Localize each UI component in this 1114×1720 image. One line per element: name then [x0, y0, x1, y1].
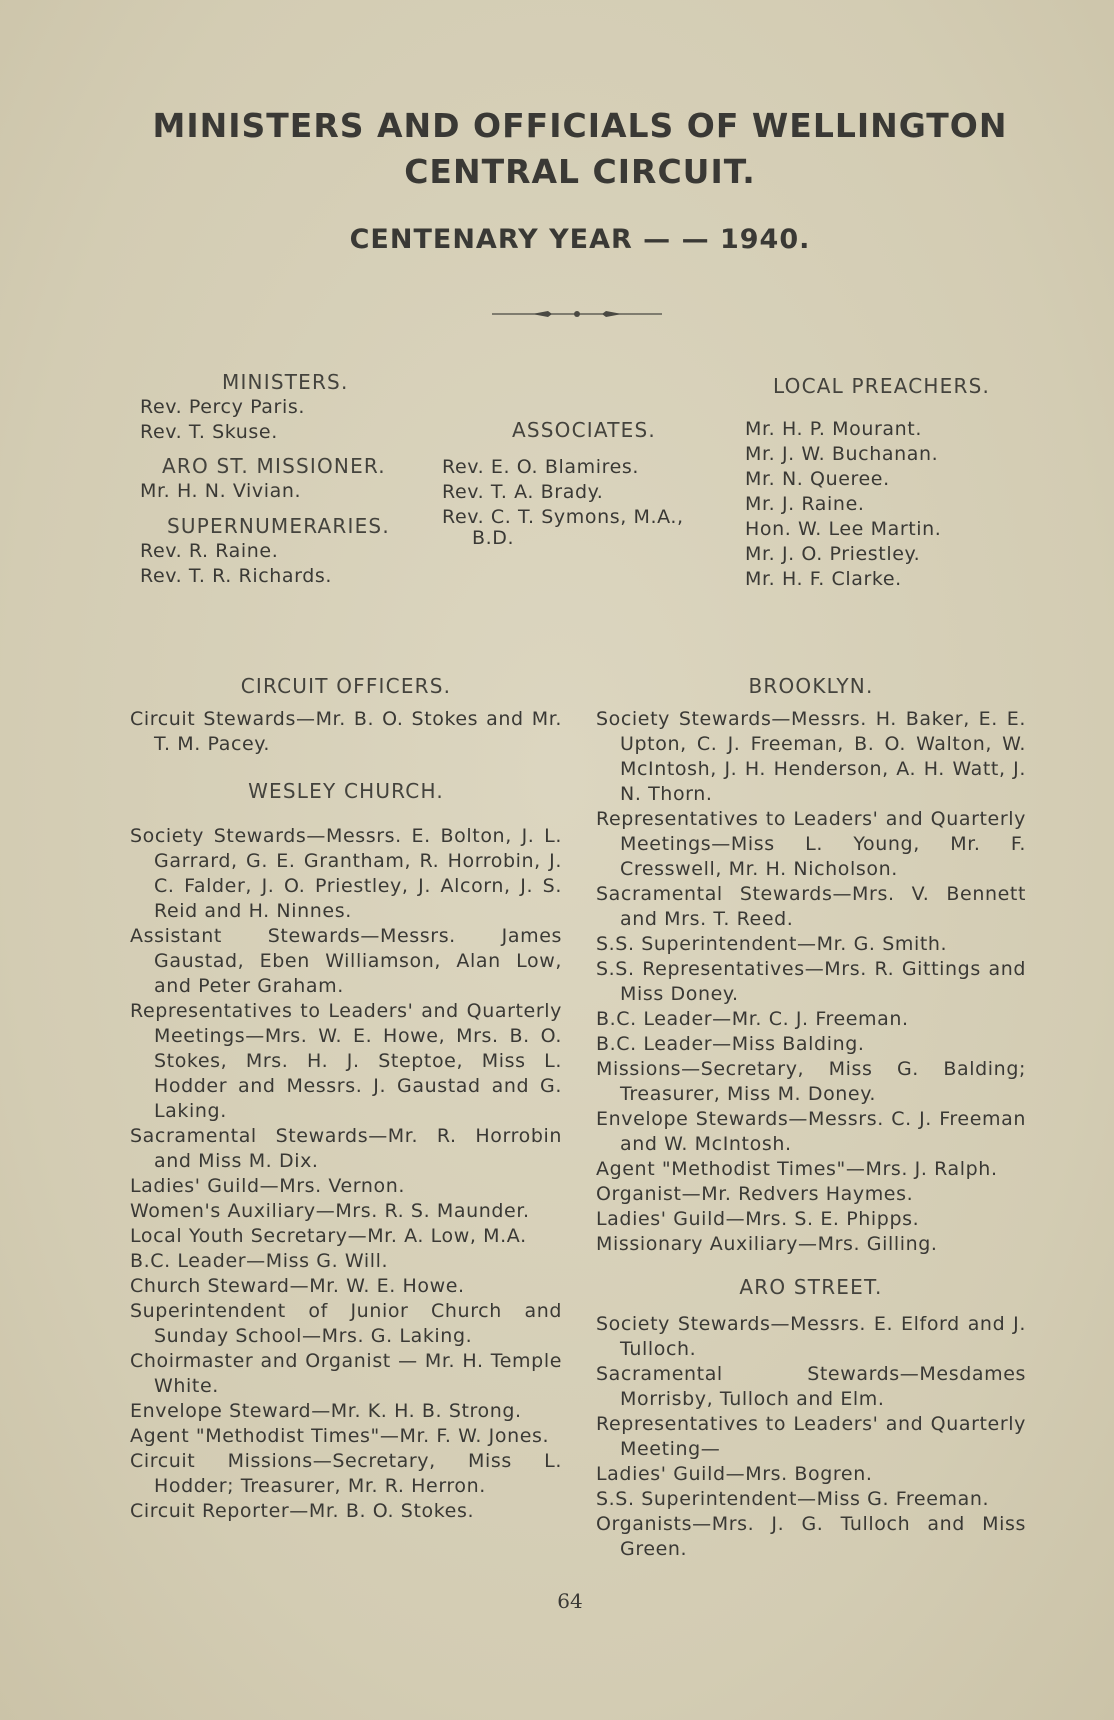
- wesley-entry: Women's Auxiliary—Mrs. R. S. Maunder.: [130, 1200, 530, 1222]
- page-title-line-2: CENTRAL CIRCUIT.: [404, 152, 756, 191]
- wesley-entry: Superintendent of Junior Church and Sunday School—Mrs. G. Laking.: [130, 1300, 562, 1347]
- brooklyn-entry: Representatives to Leaders' and Quarterly Meetings—Miss L. Young, Mr. F. Cresswell, Mr. H. Nicholson.: [596, 808, 1026, 880]
- associate-name: Rev. E. O. Blamires.: [442, 456, 639, 478]
- brooklyn-entry: S.S. Superintendent—Mr. G. Smith.: [596, 933, 948, 955]
- preacher-name: Hon. W. Lee Martin.: [745, 518, 942, 540]
- page-number: 64: [557, 1589, 583, 1613]
- brooklyn-entry: Sacramental Stewards—Mrs. V. Bennett and Mrs. T. Reed.: [596, 883, 1026, 930]
- brooklyn-entry: Society Stewards—Messrs. H. Baker, E. E. Upton, C. J. Freeman, B. O. Walton, W. McIntosh, J. H. Henderson, A. H. Watt, J. N. Thorn.: [596, 708, 1026, 805]
- aro-street-entry: S.S. Superintendent—Miss G. Freeman.: [596, 1488, 990, 1510]
- brooklyn-entry: Ladies' Guild—Mrs. S. E. Phipps.: [596, 1208, 920, 1230]
- wesley-entry: Sacramental Stewards—Mr. R. Horrobin and Miss M. Dix.: [130, 1125, 562, 1172]
- preacher-name: Mr. J. W. Buchanan.: [745, 443, 939, 465]
- aro-street-entry: Representatives to Leaders' and Quarterly Meeting—: [596, 1413, 1026, 1460]
- brooklyn-heading: BROOKLYN.: [748, 674, 874, 698]
- circuit-officers-entry: Circuit Stewards—Mr. B. O. Stokes and Mr. T. M. Pacey.: [130, 708, 562, 755]
- brooklyn-entry: S.S. Representatives—Mrs. R. Gittings and Miss Doney.: [596, 958, 1026, 1005]
- wesley-entry: Assistant Stewards—Messrs. James Gaustad, Eben Williamson, Alan Low, and Peter Graham.: [130, 925, 562, 997]
- aro-street-entry: Ladies' Guild—Mrs. Bogren.: [596, 1463, 873, 1485]
- brooklyn-entry: Missionary Auxiliary—Mrs. Gilling.: [596, 1233, 938, 1255]
- associates-section: [442, 418, 742, 551]
- wesley-entry: Envelope Steward—Mr. K. H. B. Strong.: [130, 1400, 522, 1422]
- left-column: [130, 674, 562, 1524]
- wesley-church-heading: WESLEY CHURCH.: [248, 779, 444, 803]
- circuit-officers-heading: CIRCUIT OFFICERS.: [240, 674, 452, 698]
- brooklyn-entry: B.C. Leader—Miss Balding.: [596, 1033, 865, 1055]
- aro-street-heading: ARO STREET.: [739, 1275, 883, 1299]
- wesley-entry: B.C. Leader—Miss G. Will.: [130, 1250, 389, 1272]
- minister-name: Rev. Percy Paris.: [140, 396, 305, 418]
- associate-name: Rev. T. A. Brady.: [442, 481, 604, 503]
- aro-street-entry: Sacramental Stewards—Mesdames Morrisby, Tulloch and Elm.: [596, 1363, 1026, 1410]
- supernumerary-name: Rev. R. Raine.: [140, 540, 279, 562]
- wesley-entry: Circuit Missions—Secretary, Miss L. Hodder; Treasurer, Mr. R. Herron.: [130, 1450, 562, 1497]
- preacher-name: Mr. J. O. Priestley.: [745, 543, 921, 565]
- wesley-entry: Society Stewards—Messrs. E. Bolton, J. L. Garrard, G. E. Grantham, R. Horrobin, J. C. Falder, J. O. Priestley, J. Alcorn, J. S. Reid and H. Ninnes.: [130, 825, 562, 922]
- minister-name: Rev. T. Skuse.: [140, 421, 278, 443]
- ministers-heading: MINISTERS.: [222, 370, 349, 394]
- aro-street-entry: Society Stewards—Messrs. E. Elford and J. Tulloch.: [596, 1313, 1026, 1360]
- right-column: [596, 674, 1026, 1562]
- brooklyn-entry: Envelope Stewards—Messrs. C. J. Freeman and W. McIntosh.: [596, 1108, 1026, 1155]
- local-preachers-section: [745, 374, 1045, 592]
- brooklyn-entry: Agent "Methodist Times"—Mrs. J. Ralph.: [596, 1158, 998, 1180]
- brooklyn-entry: B.C. Leader—Mr. C. J. Freeman.: [596, 1008, 909, 1030]
- wesley-entry: Church Steward—Mr. W. E. Howe.: [130, 1275, 465, 1297]
- aro-street-entry: Organists—Mrs. J. G. Tulloch and Miss Green.: [596, 1513, 1026, 1560]
- preacher-name: Mr. H. P. Mourant.: [745, 418, 922, 440]
- divider-ornament-icon: [492, 304, 662, 324]
- brooklyn-entry: Organist—Mr. Redvers Haymes.: [596, 1183, 914, 1205]
- preacher-name: Mr. J. Raine.: [745, 493, 865, 515]
- preacher-name: Mr. H. F. Clarke.: [745, 568, 902, 590]
- preacher-name: Mr. N. Queree.: [745, 468, 890, 490]
- associate-name: Rev. C. T. Symons, M.A.,: [442, 506, 684, 528]
- missioner-name: Mr. H. N. Vivian.: [140, 480, 302, 502]
- wesley-entry: Choirmaster and Organist — Mr. H. Temple White.: [130, 1350, 562, 1397]
- wesley-entry: Circuit Reporter—Mr. B. O. Stokes.: [130, 1500, 475, 1522]
- wesley-entry: Ladies' Guild—Mrs. Vernon.: [130, 1175, 406, 1197]
- supernumeraries-heading: SUPERNUMERARIES.: [167, 514, 390, 538]
- wesley-entry: Agent "Methodist Times"—Mr. F. W. Jones.: [130, 1425, 550, 1447]
- supernumerary-name: Rev. T. R. Richards.: [140, 565, 333, 587]
- page-subtitle: CENTENARY YEAR — — 1940.: [349, 224, 811, 255]
- associates-heading: ASSOCIATES.: [512, 418, 656, 442]
- aro-missioner-heading: ARO ST. MISSIONER.: [162, 454, 386, 478]
- local-preachers-heading: LOCAL PREACHERS.: [773, 374, 991, 398]
- wesley-entry: Local Youth Secretary—Mr. A. Low, M.A.: [130, 1225, 527, 1247]
- wesley-entry: Representatives to Leaders' and Quarterly Meetings—Mrs. W. E. Howe, Mrs. B. O. Stokes, Mrs. H. J. Steptoe, Miss L. Hodder and Messrs. J. Gaustad and G. Laking.: [130, 1000, 562, 1122]
- associate-name: B.D.: [472, 527, 515, 549]
- page-title-line-1: MINISTERS AND OFFICIALS OF WELLINGTON: [152, 106, 1008, 145]
- brooklyn-entry: Missions—Secretary, Miss G. Balding; Treasurer, Miss M. Doney.: [596, 1058, 1026, 1105]
- ministers-section: [140, 370, 430, 589]
